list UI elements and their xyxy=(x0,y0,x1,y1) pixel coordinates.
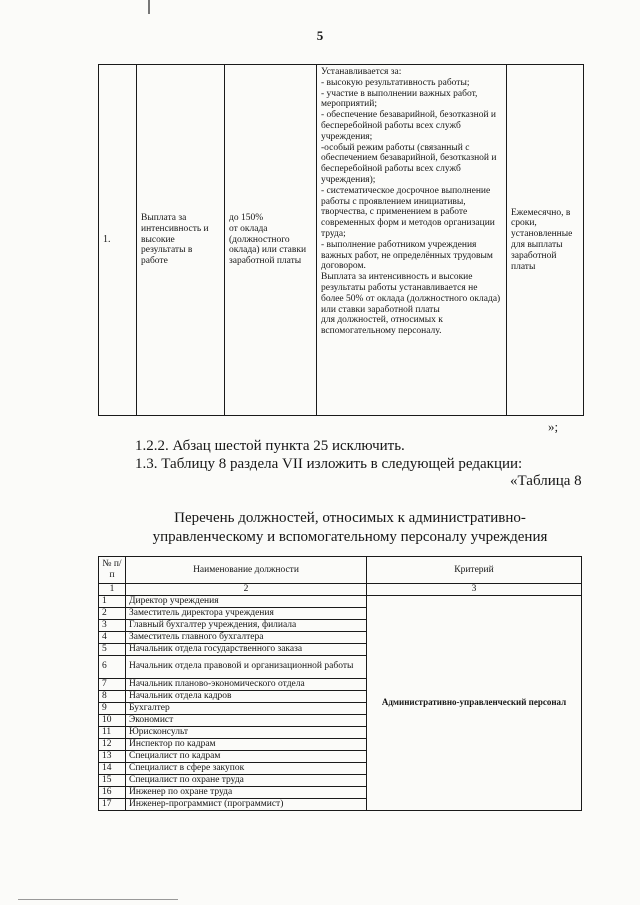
row-num: 8 xyxy=(99,690,126,702)
position-name: Начальник планово-экономического отдела xyxy=(126,678,367,690)
position-name: Бухгалтер xyxy=(126,702,367,714)
row-num: 9 xyxy=(99,702,126,714)
criterion-cell: Административно-управленческий персонал xyxy=(367,595,582,810)
row-num: 6 xyxy=(99,655,126,678)
scan-mark-top xyxy=(148,0,150,14)
col-num-1: 1 xyxy=(99,584,126,596)
position-name: Специалист по охране труда xyxy=(126,774,367,786)
position-name: Начальник отдела государственного заказа xyxy=(126,643,367,655)
page-number: 5 xyxy=(316,28,324,43)
row-num: 3 xyxy=(99,619,126,631)
row-num: 14 xyxy=(99,762,126,774)
row-num: 5 xyxy=(99,643,126,655)
row-num: 11 xyxy=(99,726,126,738)
position-name: Главный бухгалтер учреждения, филиала xyxy=(126,619,367,631)
header-name: Наименование должности xyxy=(126,557,367,584)
payment-period: Ежемесячно, в сроки, установленные для выплаты заработной платы xyxy=(507,65,584,416)
closing-quote: »; xyxy=(548,419,559,434)
row-num: 2 xyxy=(99,607,126,619)
payment-amount: до 150% от оклада (должностного оклада) или ставки заработной платы xyxy=(225,65,317,416)
table-row xyxy=(99,595,582,607)
table-label: «Таблица 8 xyxy=(510,473,582,489)
row-number: 1. xyxy=(99,65,137,416)
row-num: 1 xyxy=(99,595,126,607)
col-num-3: 3 xyxy=(367,584,582,596)
row-num: 4 xyxy=(99,631,126,643)
position-name: Специалист по кадрам xyxy=(126,750,367,762)
paragraph-1: 1.2.2. Абзац шестой пункта 25 исключить. xyxy=(135,438,405,454)
column-numbers-row xyxy=(99,584,582,596)
position-name: Специалист в сфере закупок xyxy=(126,762,367,774)
header-num: № п/п xyxy=(99,557,126,584)
row-num: 13 xyxy=(99,750,126,762)
row-num: 7 xyxy=(99,678,126,690)
header-criterion: Критерий xyxy=(367,557,582,584)
position-name: Инспектор по кадрам xyxy=(126,738,367,750)
positions-table xyxy=(98,556,582,811)
row-num: 10 xyxy=(99,714,126,726)
payment-title: Выплата за интенсивность и высокие результаты в работе xyxy=(137,65,225,416)
row-num: 12 xyxy=(99,738,126,750)
position-name: Заместитель главного бухгалтера xyxy=(126,631,367,643)
position-name: Начальник отдела правовой и организационной работы xyxy=(126,655,367,678)
payment-conditions: Устанавливается за: - высокую результативность работы; - участие в выполнении важных работ, мероприятий; - обеспечение безаварийной, безотказной и бесперебойной работы всех служб учреждения; -особый режим работы (связанный с обеспечением безаварийной, безотказной и бесперебойной работы всех служб учреждения); - систематическое досрочное выполнение работы с проявлением инициативы, творчества, с применением в работе современных форм и методов организации труда; - выполнение работником учреждения важных работ, не определённых трудовым договором. Выплата за интенсивность и высокие результаты работы устанавливается не более 50% от оклада (должностного оклада) или ставки заработной платы для должностей, относимых к вспомогательному персоналу. xyxy=(317,65,507,416)
position-name: Заместитель директора учреждения xyxy=(126,607,367,619)
col-num-2: 2 xyxy=(126,584,367,596)
position-name: Инженер по охране труда xyxy=(126,786,367,798)
row-num: 16 xyxy=(99,786,126,798)
position-name: Экономист xyxy=(126,714,367,726)
row-num: 15 xyxy=(99,774,126,786)
table-row xyxy=(99,65,584,416)
table-heading-line-1: Перечень должностей, относимых к административно- xyxy=(174,510,526,526)
position-name: Начальник отдела кадров xyxy=(126,690,367,702)
row-num: 17 xyxy=(99,798,126,810)
table-heading-line-2: управленческому и вспомогательному персоналу учреждения xyxy=(152,529,548,545)
position-name: Юрисконсульт xyxy=(126,726,367,738)
position-name: Директор учреждения xyxy=(126,595,367,607)
paragraph-2: 1.3. Таблицу 8 раздела VII изложить в следующей редакции: xyxy=(135,456,523,472)
position-name: Инженер-программист (программист) xyxy=(126,798,367,810)
table-header-row xyxy=(99,557,582,584)
scan-mark-bottom xyxy=(18,899,178,900)
bonus-table xyxy=(98,64,584,416)
